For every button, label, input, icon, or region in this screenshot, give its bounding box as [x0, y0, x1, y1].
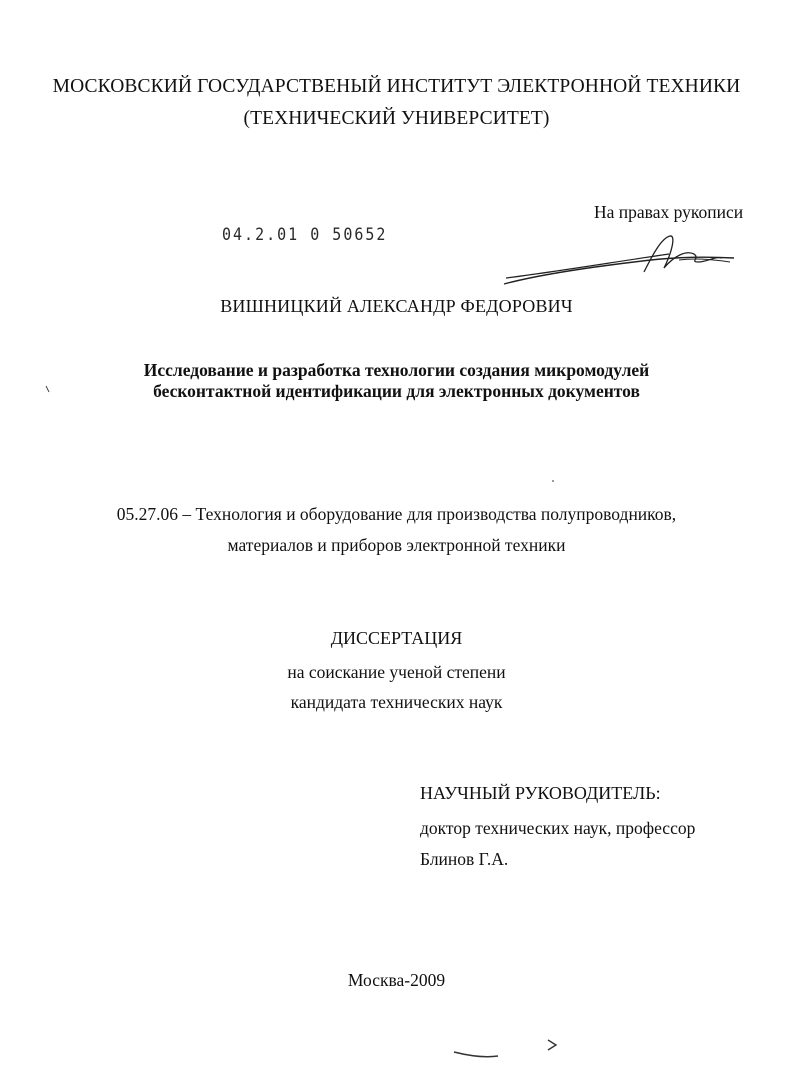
- scan-speck: [550, 478, 556, 484]
- supervisor-rank: доктор технических наук, профессор: [420, 818, 696, 838]
- institution-name-line1: МОСКОВСКИЙ ГОСУДАРСТВЕНЫЙ ИНСТИТУТ ЭЛЕКТРОННОЙ ТЕХНИКИ: [52, 76, 741, 97]
- institution-name-line2: (ТЕХНИЧЕСКИЙ УНИВЕРСИТЕТ): [243, 108, 550, 129]
- thesis-title-line2: бесконтактной идентификации для электронных документов: [153, 381, 640, 401]
- supervisor-label: НАУЧНЫЙ РУКОВОДИТЕЛЬ:: [420, 783, 661, 803]
- author-signature: [494, 232, 744, 292]
- specialty-line1: 05.27.06 – Технология и оборудование для производства полупроводников,: [116, 504, 677, 524]
- thesis-title-line1: Исследование и разработка технологии создания микромодулей: [143, 360, 650, 380]
- author-name: ВИШНИЦКИЙ АЛЕКСАНДР ФЕДОРОВИЧ: [220, 296, 573, 316]
- supervisor-name: Блинов Г.А.: [420, 849, 509, 869]
- degree-line1: на соискание ученой степени: [287, 662, 506, 682]
- work-type: ДИССЕРТАЦИЯ: [330, 628, 463, 648]
- specialty-line2: материалов и приборов электронной техники: [227, 535, 566, 555]
- city-year: Москва-2009: [347, 970, 446, 990]
- degree-line2: кандидата технических наук: [290, 692, 503, 712]
- scan-mark: [450, 1036, 560, 1066]
- scan-speck: [44, 384, 52, 394]
- manuscript-note: На правах рукописи: [594, 202, 744, 222]
- registration-number-stamp: 04.2.01 0 50652: [222, 224, 388, 245]
